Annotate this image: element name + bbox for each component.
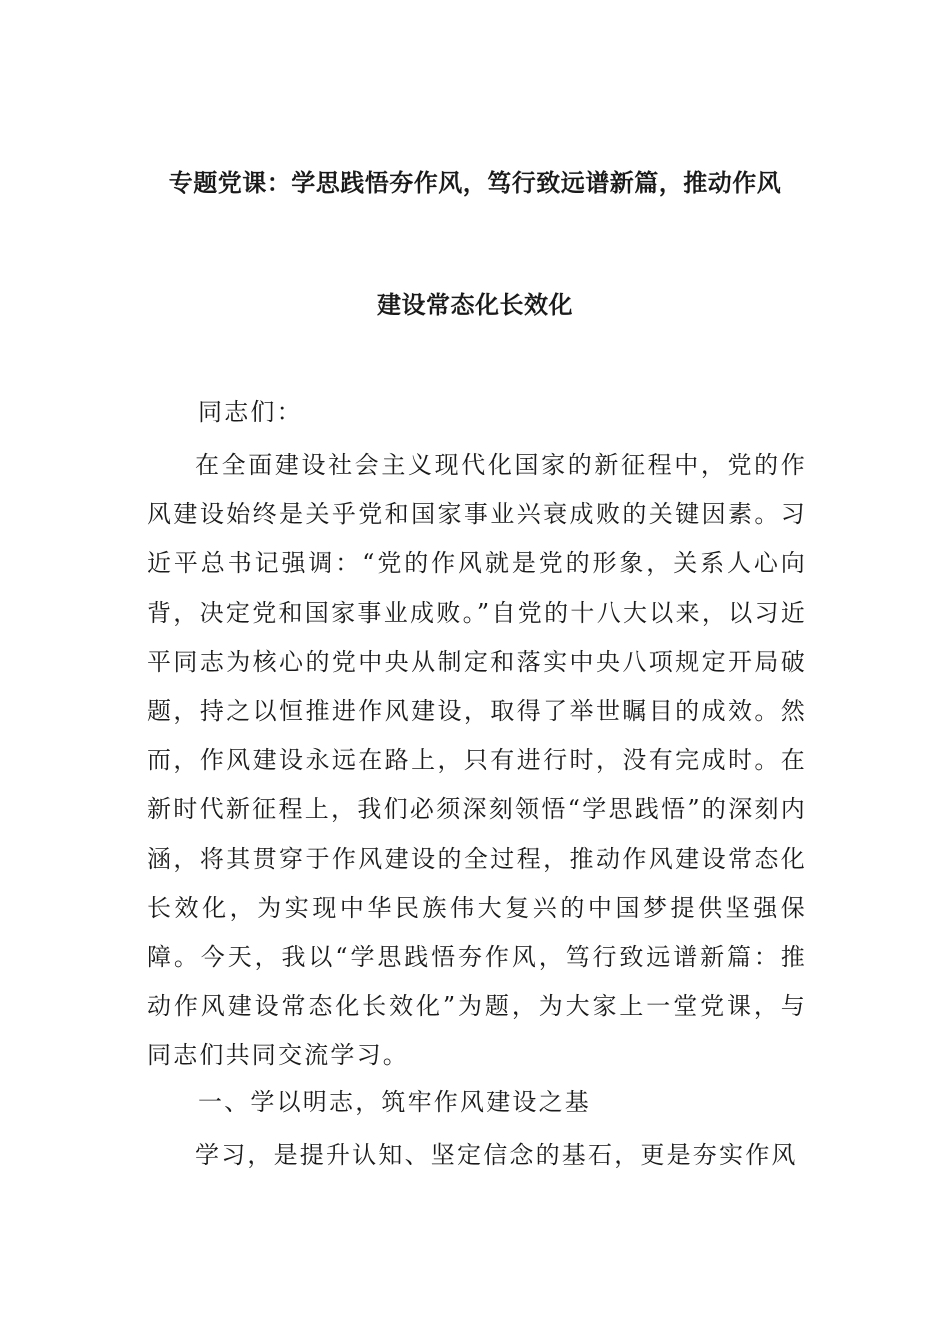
body-paragraph-1: [147, 441, 807, 1081]
title-line-1: 专题党课：学思践悟夯作风，笃行致远谱新篇，推动作风: [168, 169, 782, 197]
paragraph-text: 在全面建设社会主义现代化国家的新征程中，党的作风建设始终是关乎党和国家事业兴衰成败的关键因素。习近平总书记强调：“党的作风就是党的形象，关系人心向背，决定党和国家事业成败。”自党的十八大以来，以习近平同志为核心的党中央从制定和落实中央八项规定开局破题，持之以恒推进作风建设，取得了举世瞩目的成效。然而，作风建设永远在路上，只有进行时，没有完成时。在新时代新征程上，我们必须深刻领悟“学思践悟”的深刻内涵，将其贯穿于作风建设的全过程，推动作风建设常态化长效化，为实现中华民族伟大复兴的中国梦提供坚强保障。今天，我以“学思践悟夯作风，笃行致远谱新篇：推动作风建设常态化长效化”为题，为大家上一堂党课，与同志们共同交流学习。: [147, 451, 807, 1070]
salutation: 同志们：: [198, 398, 303, 426]
title-line-2: 建设常态化长效化: [377, 291, 573, 319]
body-paragraph-2: [147, 1131, 807, 1181]
paragraph-text: 学习，是提升认知、坚定信念的基石，更是夯实作风: [195, 1141, 798, 1169]
section-heading-1: 一、学以明志，筑牢作风建设之基: [198, 1088, 591, 1116]
